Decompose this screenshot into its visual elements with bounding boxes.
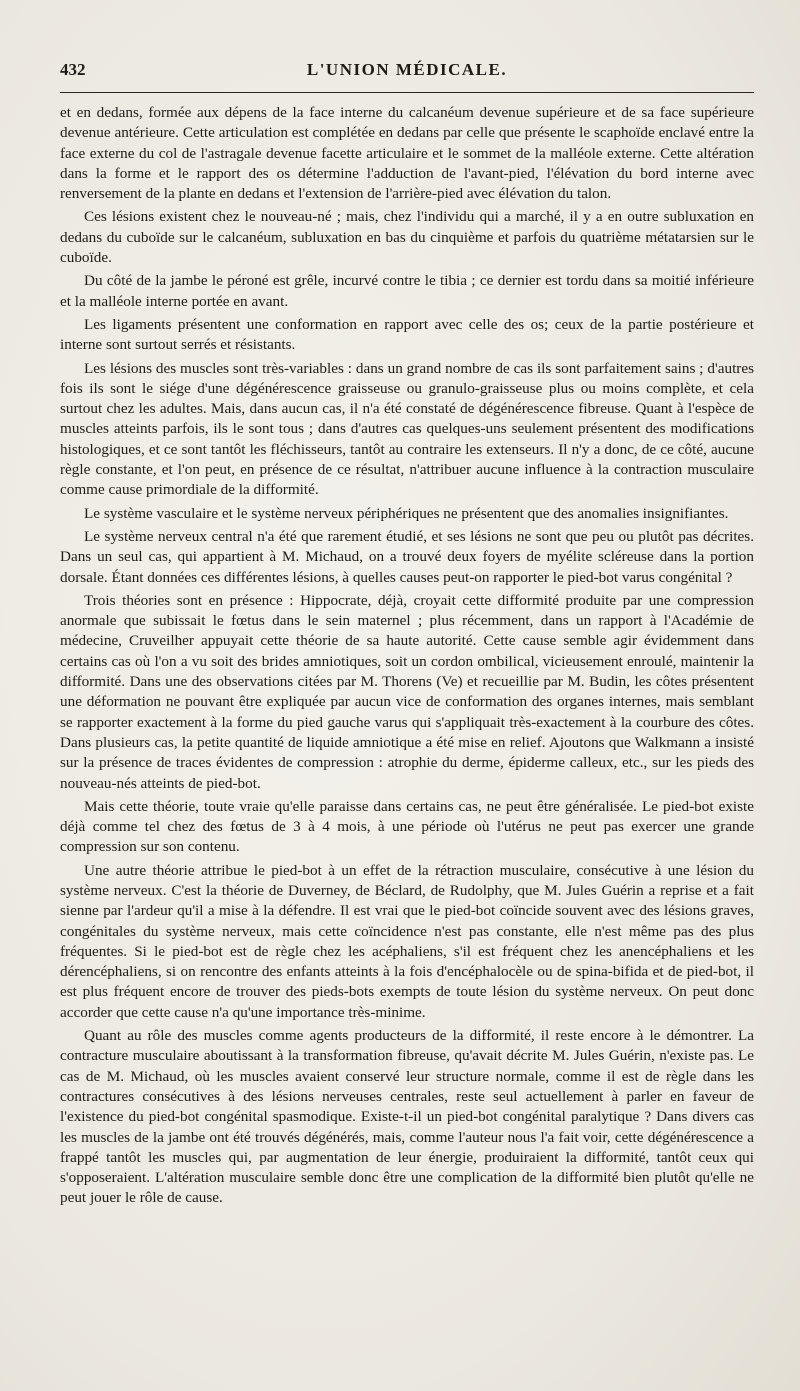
paragraph: Mais cette théorie, toute vraie qu'elle paraisse dans certains cas, ne peut être généralisée. Le pied-bot existe déjà comme tel chez des fœtus de 3 à 4 mois, à une période où l'utérus ne peut pas exercer une grande compression sur son contenu. (60, 797, 754, 856)
paragraph: Quant au rôle des muscles comme agents producteurs de la difformité, il reste encore à le démontrer. La contracture musculaire aboutissant à la transformation fibreuse, qu'avait décrite M. Jules Guérin, n'existe pas. Le cas de M. Michaud, où les muscles avaient conservé leur structure normale, comme il est de règle dans les contractures consécutives à des lésions nerveuses centrales, reste seul actuellement à parler en faveur de l'existence du pied-bot congénital spasmodique. Existe-t-il un pied-bot congénital paralytique ? Dans divers cas les muscles de la jambe ont été trouvés dégénérés, mais, comme l'auteur nous l'a fait voir, cette dégénérescence a frappé tantôt les muscles qui, par augmentation de leur énergie, produiraient la difformité, tantôt ceux qui s'opposeraient. L'altération musculaire semble donc être une complication de la difformité bien plutôt qu'elle ne peut jouer le rôle de cause. (60, 1027, 754, 1207)
paragraph: Trois théories sont en présence : Hippocrate, déjà, croyait cette difformité produite par une compression anormale que subissait le fœtus dans le sein maternel ; plus récemment, dans un rapport à l'Académie de médecine, Cruveilher appuyait cette théorie de sa haute autorité. Cette cause semble agir évidemment dans certains cas où l'on a vu soit des brides amniotiques, soit un cordon ombilical, vicieusement enroulé, maintenir la difformité. Dans une des observations citées par M. Thorens (Ve) et recueillie par M. Budin, les côtes présentent une déformation ne pouvant être expliquée par aucun vice de conformation des organes internes, mais semblant se rapporter exactement à la forme du pied gauche varus qui s'appliquait très-exactement à la courbure des côtes. Dans plusieurs cas, la petite quantité de liquide amniotique a été mise en relief. Ajoutons que Walkmann a insisté sur la présence de traces évidentes de compression : atrophie du derme, épiderme calleux, etc., sur les pieds des nouveau-nés atteints de pied-bot. (60, 591, 754, 792)
paragraph: Du côté de la jambe le péroné est grêle, incurvé contre le tibia ; ce dernier est tordu dans sa moitié inférieure et la malléole interne portée en avant. (60, 272, 754, 310)
paragraph: Les lésions des muscles sont très-variables : dans un grand nombre de cas ils sont parfaitement sains ; d'autres fois ils sont le siége d'une dégénérescence graisseuse ou granulo-graisseuse plus ou moins complète, et cela surtout chez les adultes. Mais, dans aucun cas, il n'a été constaté de dégénérescence fibreuse. Quant à l'espèce de muscles atteints parfois, ils le sont tous ; dans d'autres cas quelques-uns seulement présentent des modifications histologiques, et ce sont tantôt les fléchisseurs, tantôt au contraire les extenseurs. Il n'y a donc, de ce côté, aucune règle constante, et l'on peut, en présence de ce résultat, n'attribuer aucune influence à la contraction musculaire comme cause primordiale de la difformité. (60, 359, 754, 499)
running-title: L'UNION MÉDICALE. (306, 60, 508, 79)
article-body (60, 103, 754, 1209)
paragraph: Ces lésions existent chez le nouveau-né ; mais, chez l'individu qui a marché, il y a en outre subluxation en dedans du cuboïde sur le calcanéum, subluxation en bas du cinquième et parfois du quatrième métatarsien sur le cuboïde. (60, 208, 754, 267)
paragraph: Le système nerveux central n'a été que rarement étudié, et ses lésions ne sont que peu ou plutôt pas décrites. Dans un seul cas, qui appartient à M. Michaud, on a trouvé deux foyers de myélite scléreuse dans la portion dorsale. Étant données ces différentes lésions, à quelles causes peut-on rapporter le pied-bot varus congénital ? (60, 527, 754, 586)
paragraph: Une autre théorie attribue le pied-bot à un effet de la rétraction musculaire, consécutive à une lésion du système nerveux. C'est la théorie de Duverney, de Béclard, de Rudolphy, que M. Jules Guérin a reprise et a fait sienne par l'ardeur qu'il a mise à la défendre. Il est vrai que le pied-bot coïncide souvent avec des lésions graves, congénitales du système nerveux, mais cette coïncidence n'est pas constante, elle n'est même pas des plus fréquentes. Si le pied-bot est de règle chez les acéphaliens, s'il est fréquent chez les anencéphaliens et les dérencéphaliens, si on rencontre des enfants atteints à la fois d'encéphalocèle ou de spina-bifida et de pied-bot, il est plus fréquent encore de trouver des pieds-bots exempts de toute lésion du système nerveux. On peut donc accorder que cette cause n'a qu'une importance très-minime. (60, 861, 754, 1021)
paragraph: Les ligaments présentent une conformation en rapport avec celle des os; ceux de la partie postérieure et interne sont surtout serrés et résistants. (60, 315, 754, 354)
paragraph-continuation: et en dedans, formée aux dépens de la face interne du calcanéum devenue supérieure et de sa face supérieure devenue antérieure. Cette articulation est complétée en dedans par celle que présente le scaphoïde enclavé entre la face externe du col de l'astragale devenue facette articulaire et le sommet de la malléole externe. Cette altération dans la forme et le rapport des os détermine l'adduction de l'avant-pied, l'élévation du bord interne avec renversement de la plante en dedans et l'extension de l'arrière-pied avec élévation du talon. (60, 104, 754, 203)
page-number: 432 (60, 60, 86, 79)
paragraph: Le système vasculaire et le système nerveux périphériques ne présentent que des anomalies insignifiantes. (84, 504, 729, 522)
page-header (60, 52, 754, 93)
